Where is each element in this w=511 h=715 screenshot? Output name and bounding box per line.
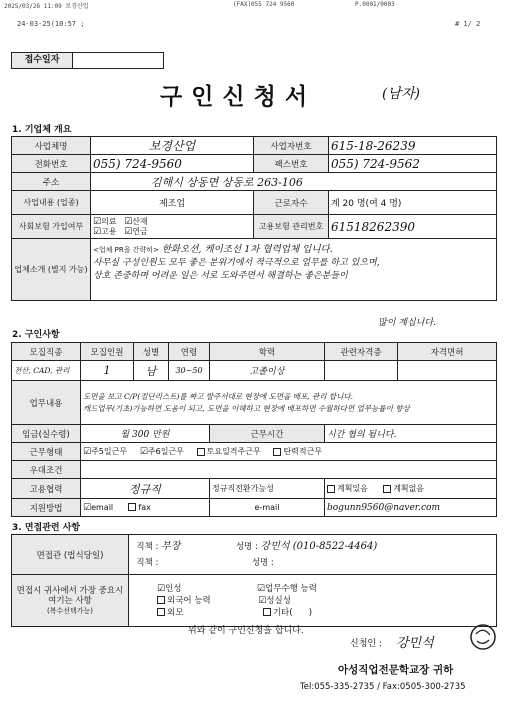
form-biweekly[interactable]: 토요일격주근무 <box>197 447 261 456</box>
col-age: 연령 <box>169 343 210 361</box>
name1-value: 강민석 (010-8522-4464) <box>260 540 378 552</box>
name1-label: 성명 : <box>235 541 258 552</box>
title1-value: 부장 <box>161 540 181 552</box>
biz-content: 제조업 <box>91 191 254 215</box>
intro-note: <업체 PR을 간략히> <box>93 246 159 254</box>
contact-value: 정규직 <box>81 479 210 499</box>
bizno-label: 사업자번호 <box>254 137 329 155</box>
interviewer-label: 면접관 (법식당일) <box>12 535 129 575</box>
duty-line-2: 캐드업무(기초)가능하면 도움이 되고, 도면을 이해하고 현장에 배포하면 수월하다면 업무능률이 향상 <box>83 403 410 413</box>
page-title: 구인신청서 <box>160 84 317 110</box>
fax-receive: 24-03-25(10:57 ; <box>17 20 85 28</box>
address-label: 주소 <box>12 173 91 191</box>
job-value: 전산, CAD, 관리 <box>12 361 81 381</box>
ins-medical-check[interactable]: ☑의료 <box>93 216 117 227</box>
intro-line-4: 많이 계십니다. <box>378 318 436 328</box>
insurance-checks <box>91 215 254 239</box>
school-contact: Tel:055-335-2735 / Fax:0505-300-2735 <box>300 682 466 692</box>
intro-box <box>91 239 497 301</box>
recruit-table <box>11 342 497 517</box>
duty-line-1: 도면을 보고 C/P(절단리스트)를 짜고 발주서대로 현장에 도면을 배포, 관리 합니다. <box>83 391 353 401</box>
apply-label: 지원방법 <box>12 499 81 517</box>
insurance-label: 사회보험 가입여부 <box>12 215 91 239</box>
section1-heading: 1. 기업체 개요 <box>12 125 72 135</box>
intro-line-1: 한화오션, 케이조선 1차 협력업체 입니다. <box>161 244 333 255</box>
count-value: 1 <box>81 361 134 381</box>
focus-personality[interactable]: ☑인성 <box>157 583 182 594</box>
company-name: 보경산업 <box>91 137 254 155</box>
focus-options <box>129 575 497 627</box>
duty-content <box>81 381 497 425</box>
pref-label: 우대조건 <box>12 461 81 479</box>
wage: 월 300 만원 <box>81 425 210 443</box>
form-options <box>81 443 497 461</box>
col-job: 모집직종 <box>12 343 81 361</box>
intro-label: 업체소개 (별지 가능) <box>12 239 91 301</box>
col-count: 모집인원 <box>81 343 134 361</box>
apply-email[interactable]: ☑email <box>83 502 114 513</box>
intro-line-3: 상호 존중하며 어려운 일은 서로 도와주면서 해결하는 좋은분들이 <box>93 271 348 281</box>
address: 김해시 상동면 상동로 263-106 <box>91 173 497 191</box>
focus-note: (복수선택가능) <box>46 606 94 615</box>
company-table <box>11 136 497 301</box>
emp-ins-no: 61518262390 <box>329 215 497 239</box>
apply-options <box>81 499 210 517</box>
ins-accident-check[interactable]: ☑산재 <box>124 216 148 227</box>
seal-stamp-icon <box>468 622 498 652</box>
received-date-label: 접수일자 <box>11 52 73 69</box>
duty-label: 업무내용 <box>12 381 81 425</box>
school-name: 아성직업전문학교장 귀하 <box>338 664 454 676</box>
focus-label-cell <box>12 575 129 627</box>
received-date-field[interactable] <box>72 52 164 69</box>
interview-table <box>11 534 497 627</box>
focus-label: 면접시 귀사에서 가장 중요시 여기는 사항 <box>16 585 124 606</box>
focus-appearance[interactable]: 외모 <box>157 608 183 618</box>
wage-label: 임금(실수령) <box>12 425 81 443</box>
hours: 시간 협의 됩니다. <box>325 425 497 443</box>
title-note: (남자) <box>382 86 420 102</box>
intro-line-2: 사무실 구성인원도 모두 좋은 분위기에서 적극적으로 업무를 하고 있으며, <box>93 258 380 268</box>
pref-value <box>81 461 497 479</box>
reg-label: 정규직전환가능성 <box>210 479 325 499</box>
reg-yes[interactable]: 계획있음 <box>327 484 368 493</box>
statement: 위와 같이 구인신청을 합니다. <box>188 626 304 636</box>
gender-value: 남 <box>134 361 169 381</box>
form-5day[interactable]: ☑주5일근무 <box>83 447 128 457</box>
biz-label: 사업내용 (업종) <box>12 191 91 215</box>
col-certificate: 관련자격증 <box>325 343 398 361</box>
col-license: 자격면허 <box>398 343 497 361</box>
name2-label: 성명 : <box>251 557 274 568</box>
applicant-label: 신청인 : <box>350 639 382 649</box>
emp-ins-label: 고용보험 관리번호 <box>254 215 329 239</box>
contact-label: 고용협력 <box>12 479 81 499</box>
section3-heading: 3. 면접관련 사항 <box>12 523 81 533</box>
focus-ability[interactable]: ☑업무수행 능력 <box>256 583 317 594</box>
ins-employment-check[interactable]: ☑고용 <box>93 226 117 237</box>
fax: 055) 724-9562 <box>329 155 497 173</box>
focus-sincerity[interactable]: ☑성실성 <box>258 595 291 606</box>
fax-datetime: 2025/03/26 11:09 보경산업 <box>4 3 89 10</box>
fax-page: P.0001/0003 <box>355 1 395 8</box>
email-label: e-mail <box>210 499 325 517</box>
email-value: bogunn9560@naver.com <box>325 499 497 517</box>
col-gender: 성별 <box>134 343 169 361</box>
focus-other[interactable]: 기타( ) <box>263 608 312 618</box>
phone-label: 전화번호 <box>12 155 91 173</box>
section2-heading: 2. 구인사항 <box>12 330 60 340</box>
hours-label: 근무시간 <box>210 425 325 443</box>
certificate-value <box>325 361 398 381</box>
company-label: 사업체명 <box>12 137 91 155</box>
form-6day[interactable]: ☑주6일근무 <box>139 447 184 457</box>
age-value: 30~50 <box>169 361 210 381</box>
workers-label: 근로자수 <box>254 191 329 215</box>
workers: 계 20 명(여 4 명) <box>329 191 497 215</box>
fax-receive-page: # 1/ 2 <box>455 20 481 28</box>
bizno: 615-18-26239 <box>329 137 497 155</box>
interviewer-info <box>129 535 497 575</box>
fax-label: 팩스번호 <box>254 155 329 173</box>
applicant-signature: 강민석 <box>396 636 434 651</box>
title1-label: 직책 : <box>136 541 159 552</box>
form-flexible[interactable]: 탄력적근무 <box>273 447 322 456</box>
title2-label: 직책 : <box>136 557 159 568</box>
ins-pension-check[interactable]: ☑연금 <box>124 226 148 237</box>
reg-options <box>325 479 497 499</box>
phone: 055) 724-9560 <box>91 155 254 173</box>
fax-number: (FAX)055 724 9560 <box>233 1 295 8</box>
apply-fax[interactable]: fax <box>128 503 150 512</box>
education-value: 고졸이상 <box>210 361 325 381</box>
col-education: 학력 <box>210 343 325 361</box>
license-value <box>398 361 497 381</box>
focus-language[interactable]: 외국어 능력 <box>157 596 211 606</box>
form-label: 근무형태 <box>12 443 81 461</box>
reg-no[interactable]: 계획없음 <box>383 484 424 493</box>
